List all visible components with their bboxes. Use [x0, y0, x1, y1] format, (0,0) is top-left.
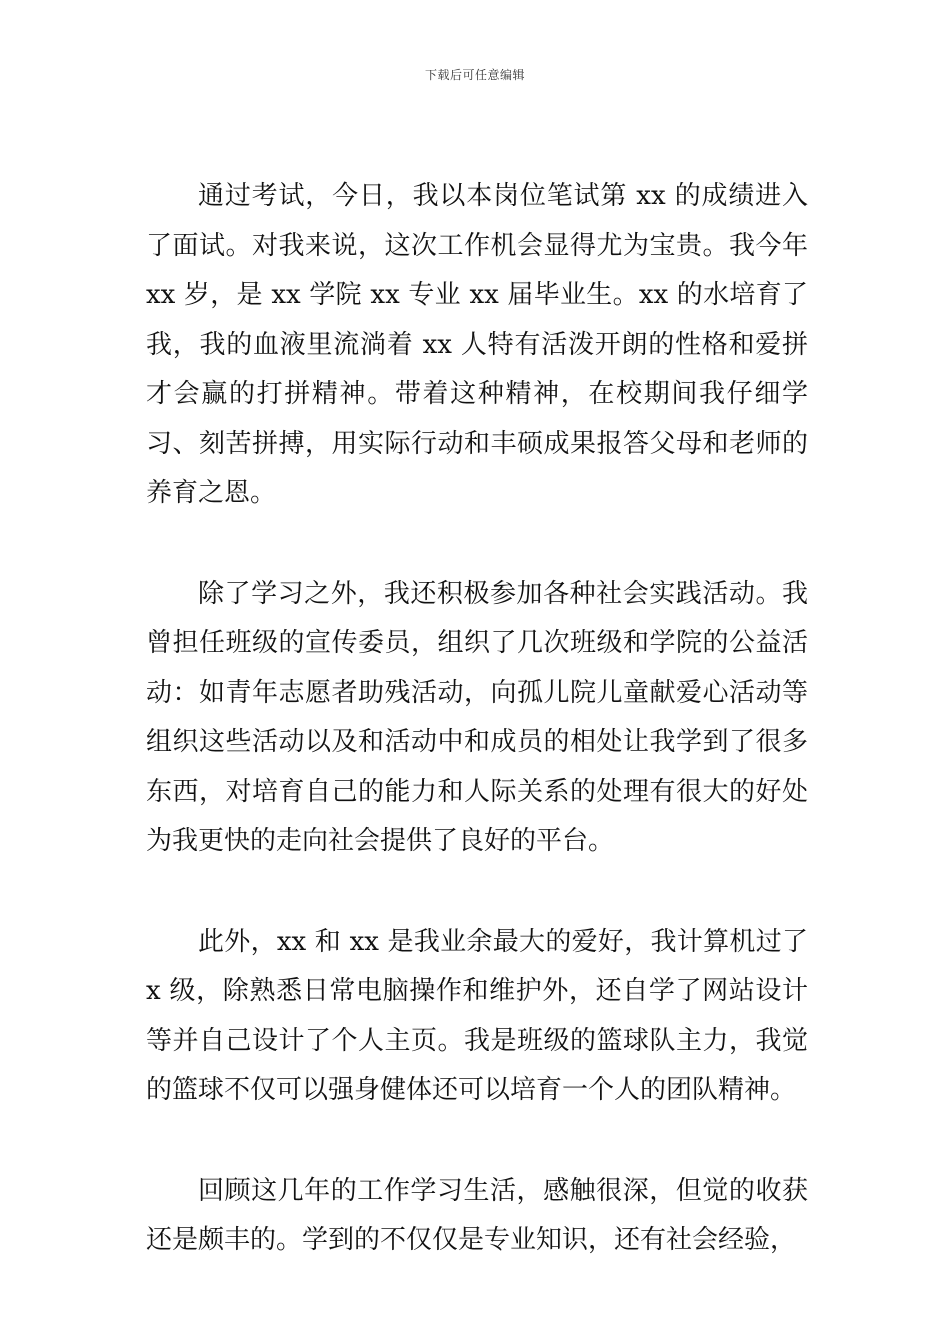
paragraph-3: 此外，xx 和 xx 是我业余最大的爱好，我计算机过了 x 级，除熟悉日常电脑操作和维护外，还自学了网站设计等并自己设计了个人主页。我是班级的篮球队主力，我觉的篮球不仅可以强身健体还可以培育一个人的团队精神。	[146, 926, 808, 1105]
paragraph-2: 除了学习之外，我还积极参加各种社会实践活动。我曾担任班级的宣传委员，组织了几次班级和学院的公益活动：如青年志愿者助残活动，向孤儿院儿童献爱心活动等组织这些活动以及和活动中和成员的相处让我学到了很多东西，对培育自己的能力和人际关系的处理有很大的好处为我更快的走向社会提供了良好的平台。	[146, 578, 808, 856]
paragraph-4: 回顾这几年的工作学习生活，感触很深，但觉的收获还是颇丰的。学到的不仅仅是专业知识，还有社会经验，	[146, 1175, 808, 1255]
header-note: 下载后可任意编辑	[424, 68, 525, 82]
paragraph-1: 通过考试，今日，我以本岗位笔试第 xx 的成绩进入了面试。对我来说，这次工作机会显得尤为宝贵。我今年 xx 岁，是 xx 学院 xx 专业 xx 届毕业生。xx 的水培育了我，我的血液里流淌着 xx 人特有活泼开朗的性格和爱拼才会赢的打拼精神。带着这种精神，在校期间我仔细学习、刻苦拼搏，用实际行动和丰硕成果报答父母和老师的养育之恩。	[146, 181, 808, 508]
document-body	[146, 172, 808, 1317]
